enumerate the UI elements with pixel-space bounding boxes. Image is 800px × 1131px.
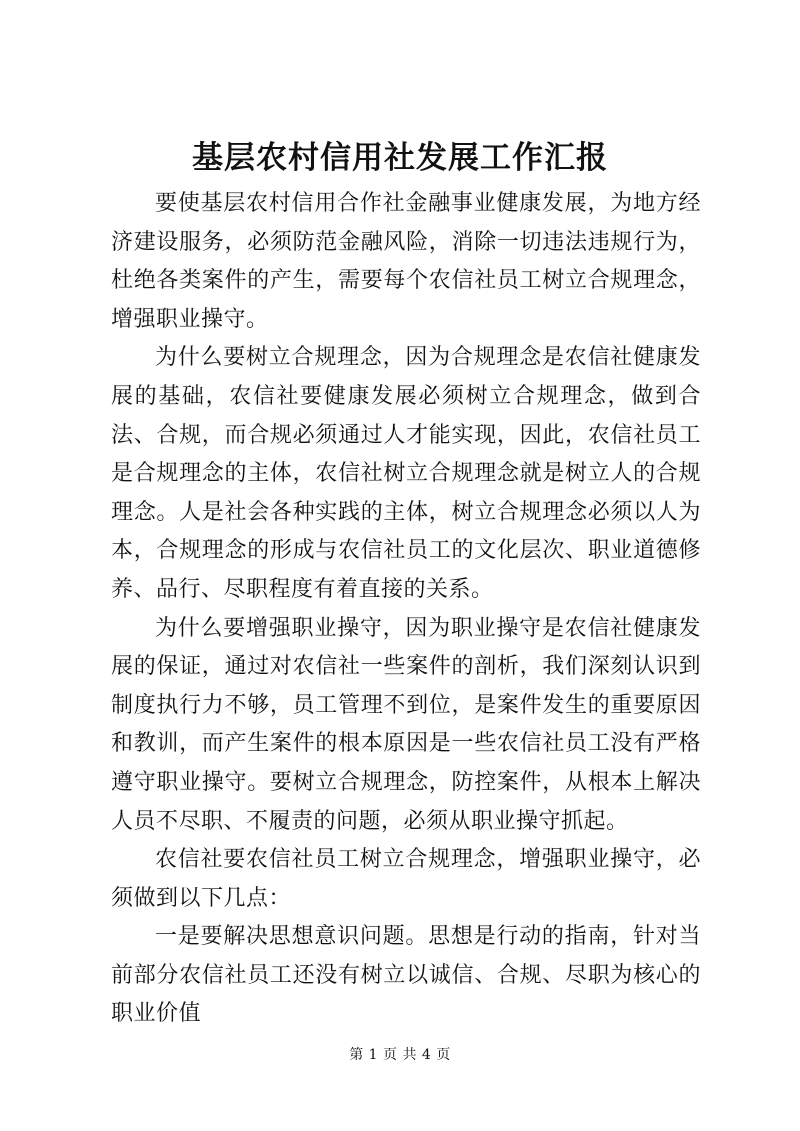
page-number-footer: 第 1 页 共 4 页 xyxy=(349,1047,451,1063)
document-title: 基层农村信用社发展工作汇报 xyxy=(192,140,608,176)
paragraph-4: 农信社要农信社员工树立合规理念，增强职业操守，必须做到以下几点： xyxy=(111,847,701,911)
paragraph-5: 一是要解决思想意识问题。思想是行动的指南，针对当前部分农信社员工还没有树立以诚信、合规、尽职为核心的职业价值 xyxy=(111,924,701,1027)
paragraph-1: 要使基层农村信用合作社金融事业健康发展，为地方经济建设服务，必须防范金融风险，消除一切违法违规行为，杜绝各类案件的产生，需要每个农信社员工树立合规理念，增强职业操守。 xyxy=(111,191,701,332)
paragraph-3: 为什么要增强职业操守，因为职业操守是农信社健康发展的保证，通过对农信社一些案件的剖析，我们深刻认识到制度执行力不够，员工管理不到位，是案件发生的重要原因和教训，而产生案件的根本原因是一些农信社员工没有严格遵守职业操守。要树立合规理念，防控案件，从根本上解决人员不尽职、不履责的问题，必须从职业操守抓起。 xyxy=(111,615,701,834)
document-body xyxy=(111,185,701,1034)
paragraph-2: 为什么要树立合规理念，因为合规理念是农信社健康发展的基础，农信社要健康发展必须树立合规理念，做到合法、合规，而合规必须通过人才能实现，因此，农信社员工是合规理念的主体，农信社树立合规理念就是树立人的合规理念。人是社会各种实践的主体，树立合规理念必须以人为本，合规理念的形成与农信社员工的文化层次、职业道德修养、品行、尽职程度有着直接的关系。 xyxy=(111,345,701,602)
